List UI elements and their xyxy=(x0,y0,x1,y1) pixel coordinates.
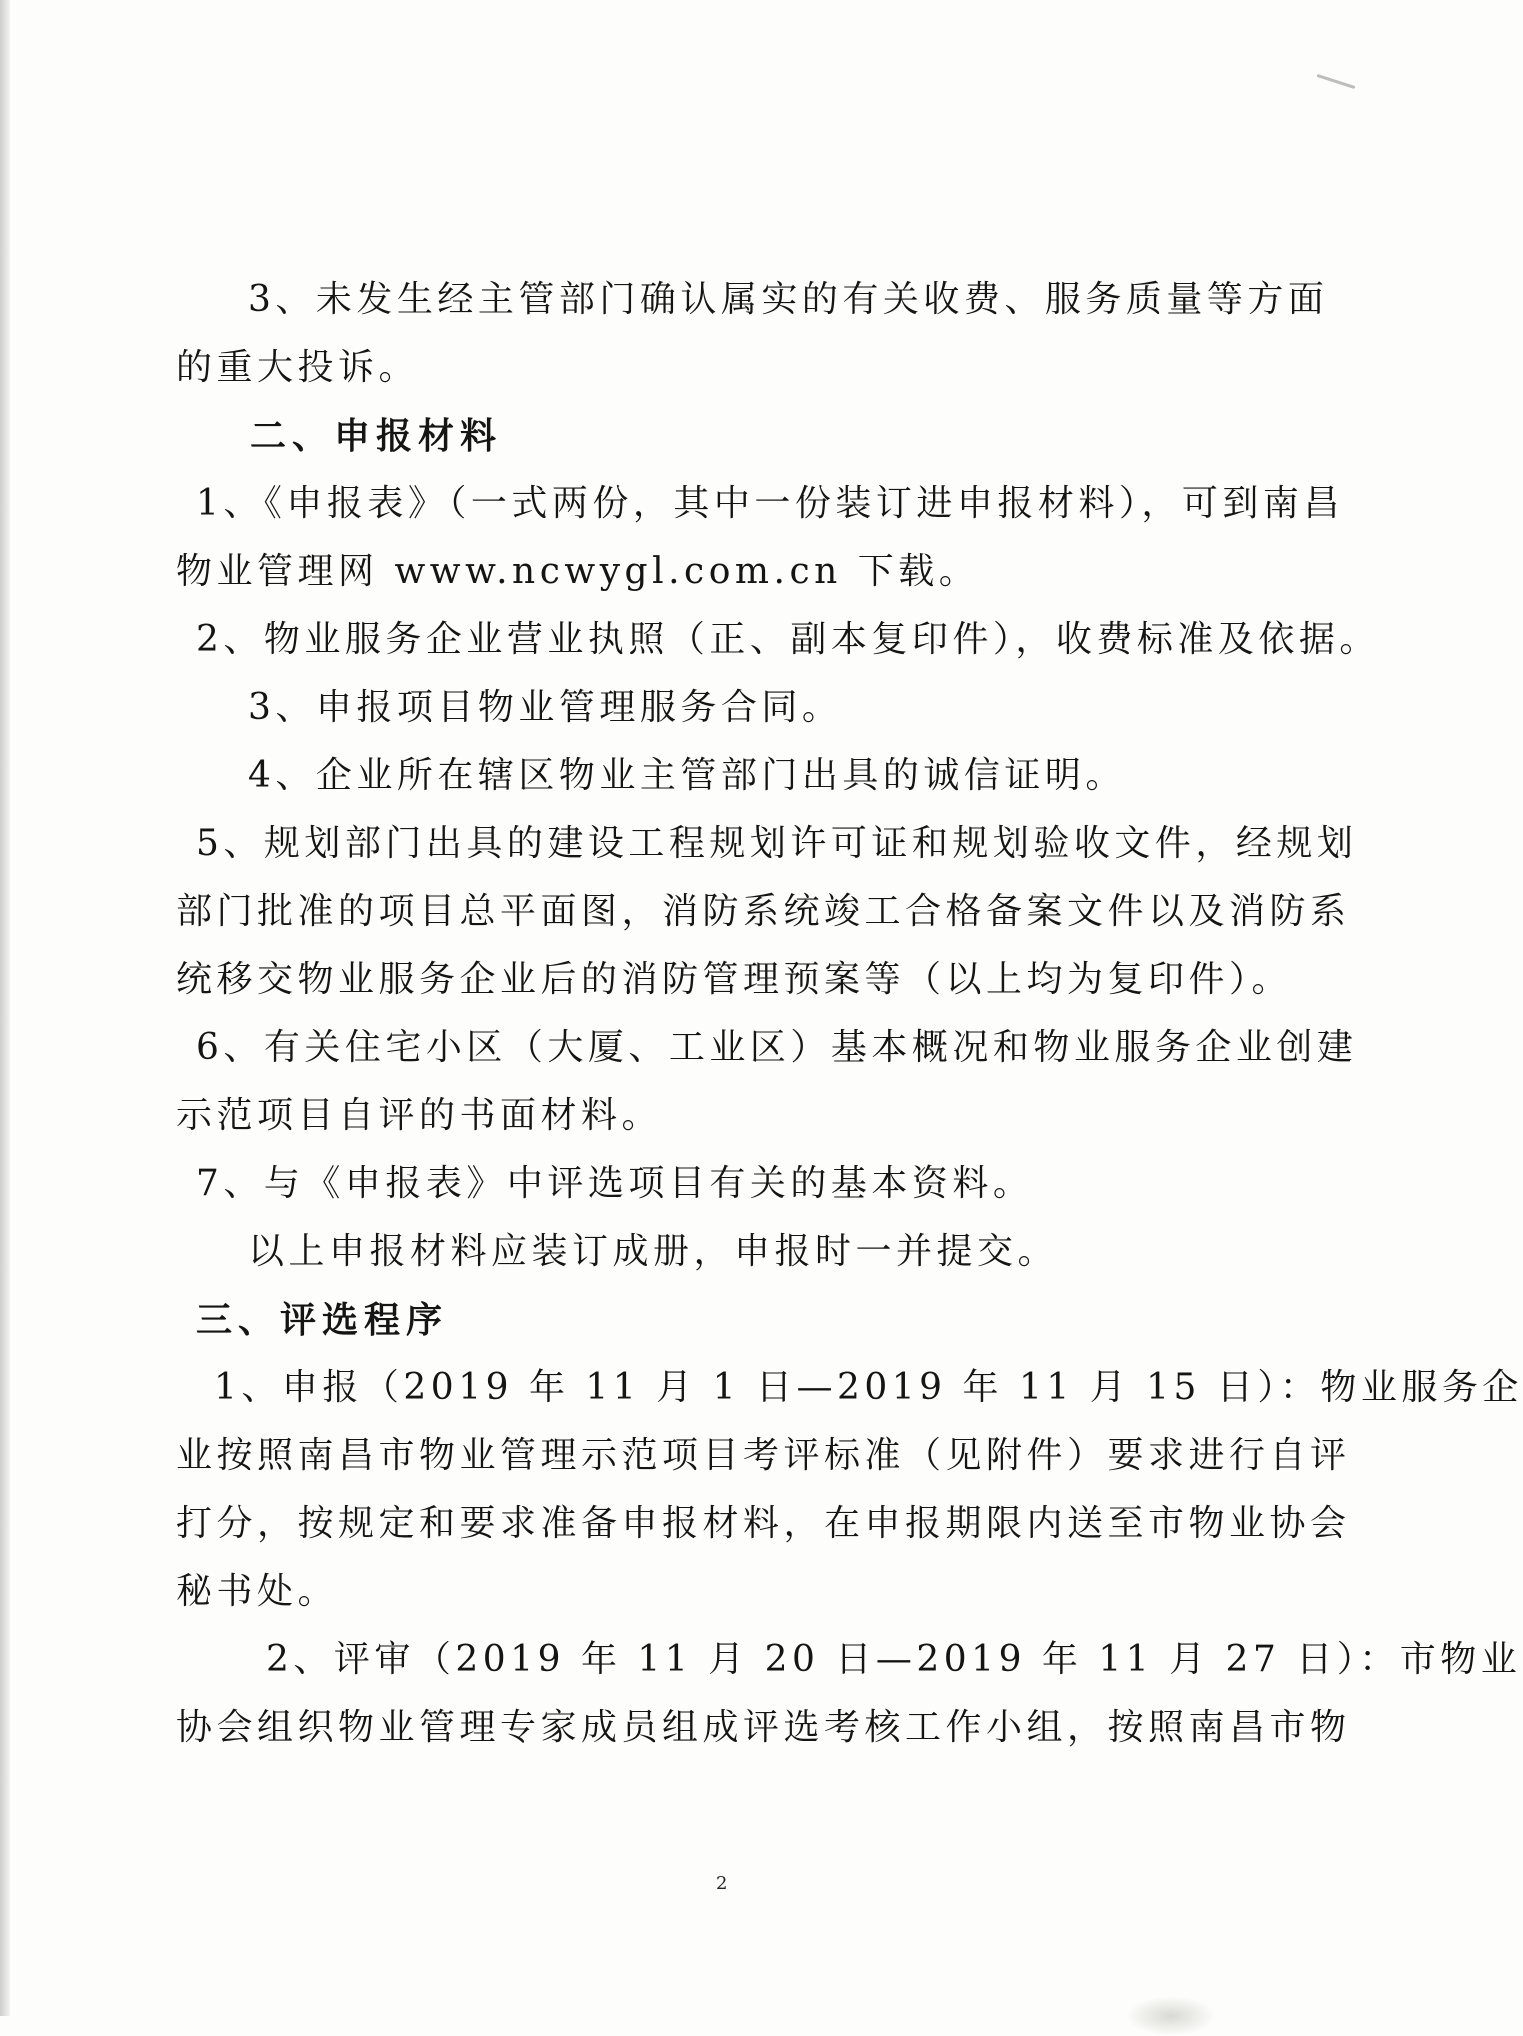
section-heading: 三、评选程序 xyxy=(196,1299,449,1341)
text-line: 1、申报（2019 年 11 月 1 日—2019 年 11 月 15 日）：物业服务企 xyxy=(214,1367,1523,1408)
text-line: 2、评审（2019 年 11 月 20 日—2019 年 11 月 27 日）：市物业 xyxy=(266,1639,1522,1680)
text-line: 打分，按规定和要求准备申报材料，在申报期限内送至市物业协会 xyxy=(176,1503,1351,1544)
text-line: 2、物业服务企业营业执照（正、副本复印件），收费标准及依据。 xyxy=(196,619,1380,660)
section-heading: 二、申报材料 xyxy=(250,415,503,457)
text-line: 5、规划部门出具的建设工程规划许可证和规划验收文件，经规划 xyxy=(196,823,1358,864)
text-line: 的重大投诉。 xyxy=(176,347,420,388)
text-line: 物业管理网 www.ncwygl.com.cn 下载。 xyxy=(176,551,980,592)
text-line: 部门批准的项目总平面图，消防系统竣工合格备案文件以及消防系 xyxy=(176,891,1351,932)
text-line: 协会组织物业管理专家成员组成评选考核工作小组，按照南昌市物 xyxy=(176,1707,1351,1748)
text-line: 7、与《申报表》中评选项目有关的基本资料。 xyxy=(196,1163,1034,1204)
text-line: 秘书处。 xyxy=(176,1571,339,1612)
text-line: 1、《申报表》（一式两份，其中一份装订进申报材料），可到南昌 xyxy=(196,483,1344,524)
page-number: 2 xyxy=(716,1873,728,1894)
text-line: 4、企业所在辖区物业主管部门出具的诚信证明。 xyxy=(248,755,1126,796)
text-line: 3、未发生经主管部门确认属实的有关收费、服务质量等方面 xyxy=(248,279,1329,320)
text-line: 3、申报项目物业管理服务合同。 xyxy=(248,687,843,728)
text-line: 示范项目自评的书面材料。 xyxy=(176,1095,663,1136)
text-line: 6、有关住宅小区（大厦、工业区）基本概况和物业服务企业创建 xyxy=(196,1027,1358,1068)
text-line: 业按照南昌市物业管理示范项目考评标准（见附件）要求进行自评 xyxy=(176,1435,1351,1476)
text-line: 统移交物业服务企业后的消防管理预案等（以上均为复印件）。 xyxy=(176,959,1293,1000)
scan-shadow xyxy=(1126,1996,1216,2036)
text-line: 以上申报材料应装订成册，申报时一并提交。 xyxy=(248,1231,1059,1272)
